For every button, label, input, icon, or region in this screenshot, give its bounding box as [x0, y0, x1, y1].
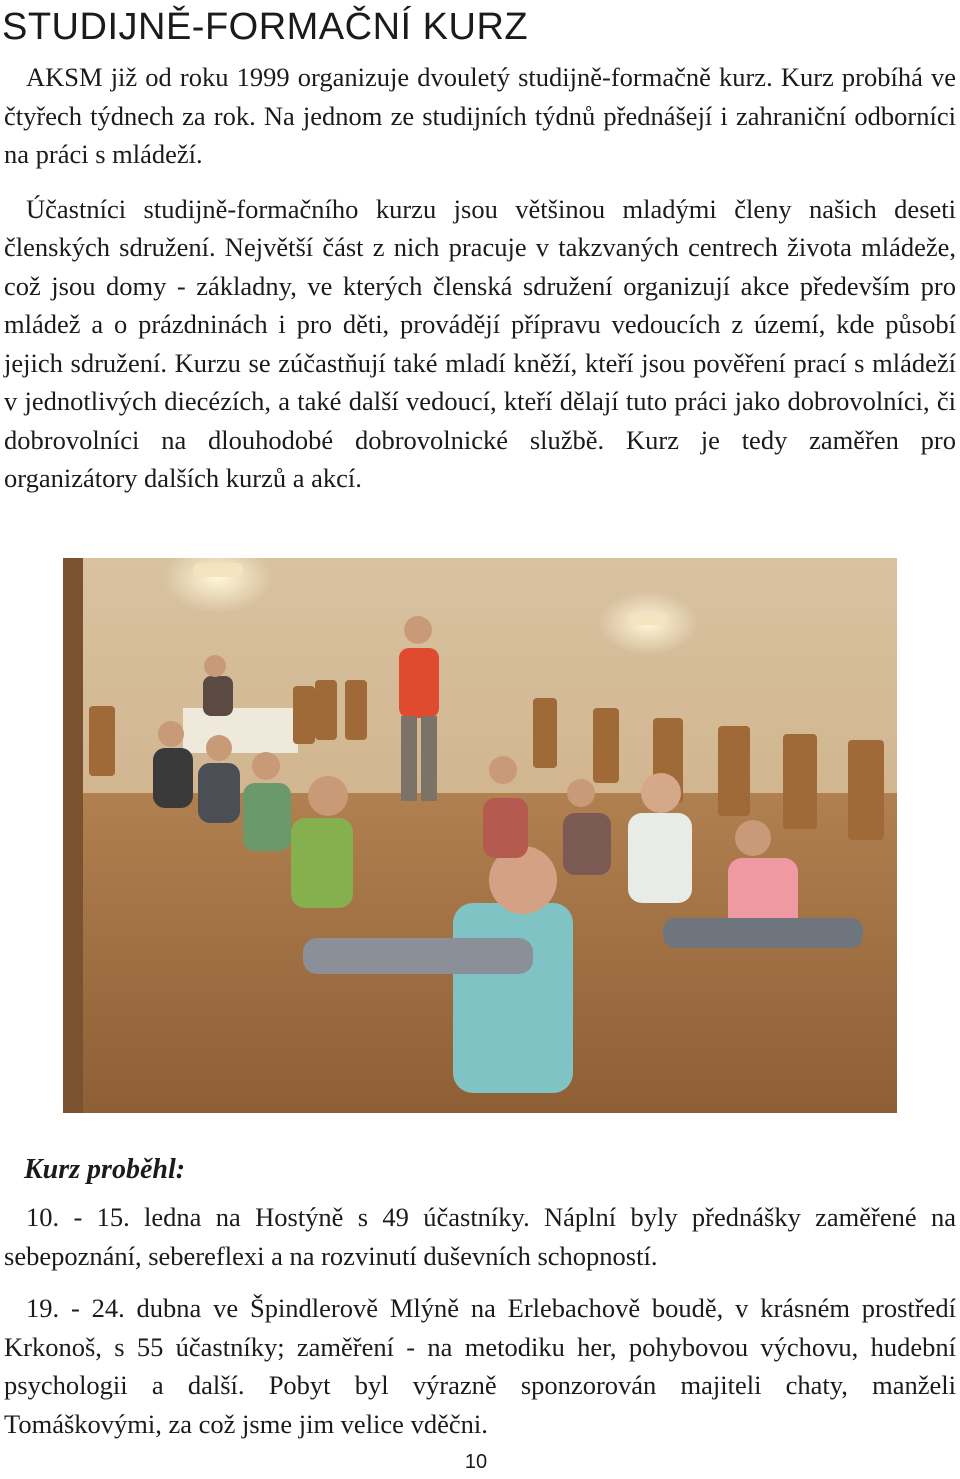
- page-number: 10: [464, 1451, 488, 1473]
- intro-paragraph-2: Účastníci studijně-formačního kurzu jsou většinou mladými členy našich deseti členských sdružení. Největší část z nich pracuje v takzvaných centrech života mládeže, což jsou domy - základny, ve kterých členská sdružení organizují akce především pro mládež a o prázdninách i pro děti, provádějí přípravu vedoucích z území, kde působí jejich sdružení. Kurzu se zúčastňují také mladí kněží, kteří jsou pověření prací s mládeží v jednotlivých diecézích, a také další vedoucí, kteří dělají tuto práci jako dobrovolníci, či dobrovolníci na dlouhodobé dobrovolnické službě. Kurz je tedy zaměřen pro organizátory dalších kurzů a akcí.: [4, 193, 956, 493]
- course-item: 10. - 15. ledna na Hostýně s 49 účastníky. Náplní byly přednášky zaměřené na sebepoznání, sebereflexi a na rozvinutí duševních schopností.: [4, 1202, 956, 1271]
- group-activity-photo: [63, 558, 897, 1113]
- section-title: STUDIJNĚ-FORMAČNÍ KURZ: [2, 6, 529, 48]
- courses-list: [4, 1198, 956, 1443]
- intro-paragraph-1: AKSM již od roku 1999 organizuje dvouletý studijně-formačně kurz. Kurz probíhá ve čtyřech týdnech za rok. Na jednom ze studijních týdnů přednášejí i zahraniční odborníci na práci s mládeží.: [4, 62, 956, 169]
- intro-text: [4, 58, 956, 498]
- courses-heading: Kurz proběhl:: [24, 1154, 186, 1185]
- course-item: 19. - 24. dubna ve Špindlerově Mlýně na Erlebachově boudě, v krásném prostředí Krkonoš, s 55 účastníky; zaměření - na metodiku her, pohybovou výchovu, hudební psychologii a další. Pobyt byl výrazně sponzorován majiteli chaty, manželi Tomáškovými, za což jsme jim velice vděčni.: [4, 1293, 956, 1439]
